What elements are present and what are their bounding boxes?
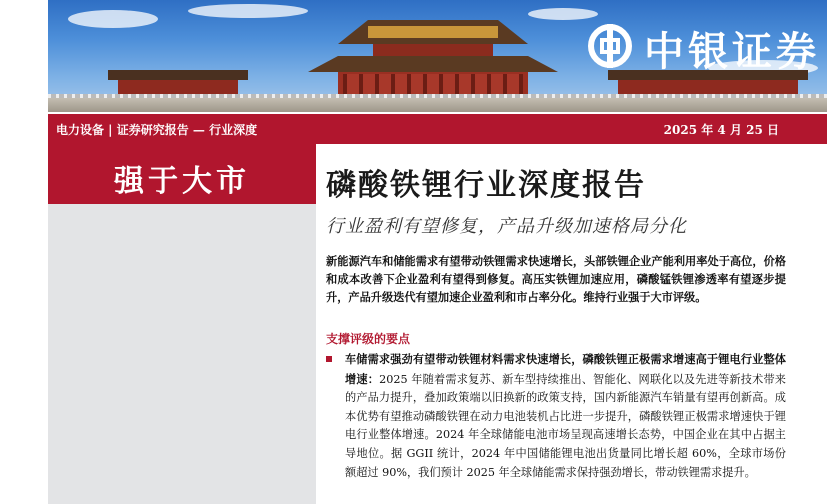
side-hall-roof bbox=[108, 70, 248, 80]
report-category: 电力设备 | 证券研究报告 — 行业深度 bbox=[56, 123, 258, 137]
key-point-body: 2025 年随着需求复苏、新车型持续推出、智能化、网联化以及先进等新技术带来的产品力提升，叠加政策端以旧换新的政策支持，国内新能源汽车销量有望再创新高。成本优势有望推动磷酸铁锂在动力电池装机占比进一步提升，磷酸铁锂正极需求增速快于锂电行业整体增速。2024 年全球储能电池市场呈现高速增长态势，中国企业在其中占据主导地位。据 GGII 统计，2024 年中国储能锂电池出货量同比增长超 60%，全球市场份额超过 90%，我们预计 2025 年全球储能需求保持强劲增长，带动铁锂需求提升。 bbox=[345, 372, 786, 479]
bullet-square-icon bbox=[326, 356, 332, 362]
cloud bbox=[528, 8, 598, 20]
cloud bbox=[68, 10, 158, 28]
main-hall-lower-roof bbox=[308, 56, 558, 72]
report-info-bar bbox=[48, 114, 827, 144]
key-point bbox=[345, 350, 786, 482]
bank-logo-bar bbox=[607, 24, 613, 68]
main-hall-columns bbox=[343, 74, 523, 94]
terrace-railing bbox=[48, 94, 827, 98]
header-banner bbox=[48, 0, 827, 112]
key-point-lead: 车储需求强劲有望带动铁锂材料需求快速增长，磷酸铁锂正极需求增速高于锂电行业整体增速： bbox=[345, 352, 786, 386]
rating-label: 强于大市 bbox=[114, 164, 250, 199]
section-heading: 支撑评级的要点 bbox=[326, 332, 411, 346]
brand-name: 中银证券 bbox=[644, 29, 820, 75]
cloud bbox=[188, 4, 308, 18]
report-title: 磷酸铁锂行业深度报告 bbox=[326, 168, 646, 203]
report-date: 2025 年 4 月 25 日 bbox=[663, 123, 779, 137]
report-summary: 新能源汽车和储能需求有望带动铁锂需求快速增长，头部铁锂企业产能利用率处于高位，价格和成本改善下企业盈利有望得到修复。高压实铁锂加速应用，磷酸锰铁锂渗透率有望逐步提升，产品升级迭代有望加速企业盈利和市占率分化。维持行业强于大市评级。 bbox=[326, 254, 786, 304]
rating-badge bbox=[48, 144, 316, 204]
report-subtitle: 行业盈利有望修复，产品升级加速格局分化 bbox=[326, 216, 687, 237]
main-hall-roof-tiles bbox=[368, 26, 498, 38]
